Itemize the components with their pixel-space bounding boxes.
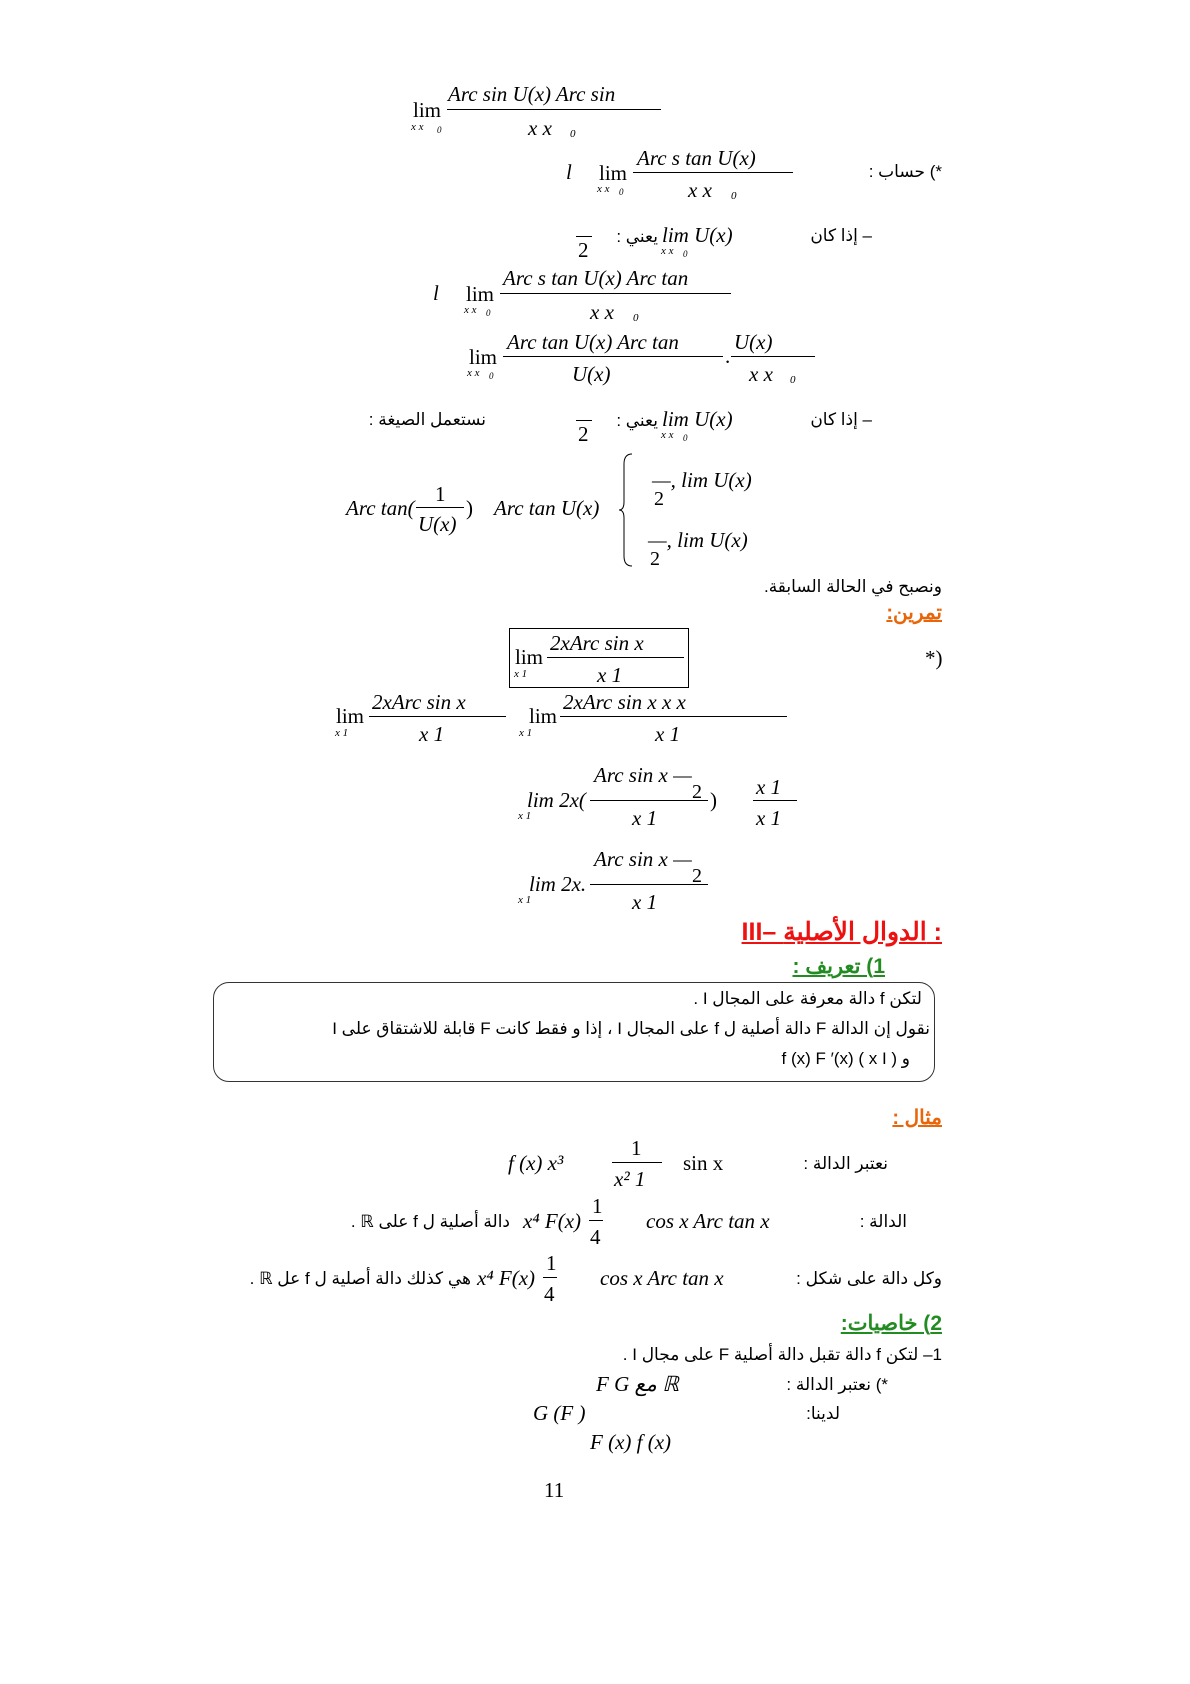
f3-lim: lim bbox=[469, 345, 498, 369]
f3-den1: U(x) bbox=[572, 362, 611, 386]
f2-den-sub: 0 bbox=[633, 312, 639, 324]
f4-case1: —, lim U(x) bbox=[652, 468, 752, 492]
e2-bar bbox=[369, 716, 506, 717]
definition-line-3: و f (x) F ′(x) ( x I ) bbox=[781, 1049, 910, 1068]
f3-sub: x x bbox=[467, 367, 480, 379]
example-l3-label: وكل دالة على شكل : bbox=[796, 1269, 942, 1288]
s1-sub0: 0 bbox=[619, 187, 624, 197]
f1-den-sub: 0 bbox=[570, 128, 576, 140]
property-3-math: G (F ) bbox=[533, 1401, 586, 1425]
example-l3-tail: هي كذلك دالة أصلية ل f عل ℝ . bbox=[249, 1269, 471, 1288]
e1-lim: lim bbox=[515, 645, 544, 669]
f2-fraction-bar bbox=[500, 293, 731, 294]
case1-if: – إذا كان bbox=[810, 226, 872, 245]
example-l2-label: الدالة : bbox=[859, 1212, 907, 1231]
case1-lim: lim U(x) bbox=[662, 223, 733, 247]
f2-sub: x x bbox=[464, 304, 477, 316]
case2-lim: lim U(x) bbox=[662, 407, 733, 431]
e2-den2: x 1 bbox=[655, 722, 681, 746]
f2-l: l bbox=[433, 281, 439, 305]
e4-bar bbox=[590, 884, 708, 885]
f2-numerator: Arc s tan U(x) Arc tan bbox=[503, 266, 689, 290]
exercise-title: تمرين: bbox=[886, 602, 942, 624]
s1-l: l bbox=[566, 160, 572, 184]
e3-close: ) bbox=[710, 788, 717, 812]
f3-num2: U(x) bbox=[734, 330, 773, 354]
f4-mid: Arc tan U(x) bbox=[494, 496, 600, 520]
f4-brace-icon bbox=[618, 452, 638, 568]
case1-den: 2 bbox=[578, 238, 589, 262]
s1-den-sub: 0 bbox=[731, 190, 737, 202]
example-title: مثال : bbox=[892, 1107, 942, 1129]
lim-1: lim bbox=[413, 98, 442, 122]
e2-lim2: lim bbox=[529, 704, 558, 728]
definition-line-2: نقول إن الدالة F دالة أصلية ل f على المجال I ، إذا و فقط كانت F قابلة للاشتقاق على I bbox=[332, 1019, 930, 1038]
e4-sub: x 1 bbox=[518, 894, 532, 906]
example-l1-tail: sin x bbox=[683, 1151, 724, 1175]
compute-label: *) حساب : bbox=[868, 162, 942, 181]
f3-sub0: 0 bbox=[489, 371, 494, 381]
case2-if: – إذا كان bbox=[810, 410, 872, 429]
property-3-label: لدينا: bbox=[806, 1404, 840, 1423]
f4-close: ) bbox=[466, 496, 473, 520]
e3-den: x 1 bbox=[632, 806, 658, 830]
f2-sub0: 0 bbox=[486, 308, 491, 318]
example-l3-den: 4 bbox=[544, 1282, 555, 1306]
f3-dot: . bbox=[725, 344, 731, 368]
f4-bar bbox=[416, 507, 464, 508]
f1-denominator: x x bbox=[528, 116, 552, 140]
e3-bar bbox=[590, 800, 708, 801]
s1-numerator: Arc s tan U(x) bbox=[637, 146, 756, 170]
example-l3-bar bbox=[543, 1277, 557, 1278]
e4-num: Arc sin x — bbox=[594, 847, 692, 871]
f3-den2: x x bbox=[749, 362, 773, 386]
f2-denominator: x x bbox=[590, 300, 614, 324]
e3-den2: x 1 bbox=[756, 806, 782, 830]
example-l2-den: 4 bbox=[590, 1225, 601, 1249]
f4-lhs: Arc tan( bbox=[346, 496, 415, 520]
example-l1-math: f (x) x³ bbox=[508, 1151, 564, 1175]
exercise-star: *) bbox=[925, 646, 943, 670]
case2-use-formula: نستعمل الصيغة : bbox=[368, 410, 486, 429]
f3-bar2 bbox=[731, 356, 815, 357]
e1-den: x 1 bbox=[597, 663, 623, 687]
f4-case1-den: 2 bbox=[654, 488, 664, 510]
property-2-math: F G مع ℝ bbox=[596, 1372, 679, 1396]
e2-num2: 2xArc sin x x x bbox=[563, 690, 686, 714]
e2-sub2: x 1 bbox=[519, 727, 533, 739]
case2-sub0: 0 bbox=[683, 433, 688, 443]
example-l1-den: x² 1 bbox=[614, 1167, 646, 1191]
e3-num: Arc sin x — bbox=[594, 763, 692, 787]
e2-sub: x 1 bbox=[335, 727, 349, 739]
example-l2-math-b: x⁴ F(x) bbox=[523, 1209, 582, 1233]
s1-denominator: x x bbox=[688, 178, 712, 202]
property-2-label: *) نعتبر الدالة : bbox=[786, 1375, 888, 1394]
example-l2-num: 1 bbox=[592, 1194, 603, 1218]
example-l3-math-b: x⁴ F(x) bbox=[477, 1266, 536, 1290]
e2-num: 2xArc sin x bbox=[372, 690, 466, 714]
e4-den: x 1 bbox=[632, 890, 658, 914]
definition-title: 1) تعريف : bbox=[792, 955, 885, 978]
f2-lim: lim bbox=[466, 282, 495, 306]
f4-num: 1 bbox=[435, 482, 446, 506]
e2-bar2 bbox=[560, 716, 787, 717]
e2-lim: lim bbox=[336, 704, 365, 728]
e1-sub: x 1 bbox=[514, 668, 528, 680]
f3-den2-sub: 0 bbox=[790, 374, 796, 386]
f3-bar1 bbox=[503, 356, 723, 357]
properties-title: 2) خاصيات: bbox=[840, 1312, 942, 1335]
case1-frac-bar bbox=[576, 236, 592, 237]
s1-fraction-bar bbox=[633, 172, 793, 173]
case1-sub: x x bbox=[661, 245, 674, 257]
case2-sub: x x bbox=[661, 429, 674, 441]
property-1: 1– لتكن f دالة تقبل دالة أصلية F على مجال I . bbox=[622, 1345, 942, 1364]
property-4-math: F (x) f (x) bbox=[590, 1430, 672, 1454]
e4-den-top: 2 bbox=[692, 865, 702, 887]
case2-means: يعني : bbox=[616, 411, 658, 430]
e2-den: x 1 bbox=[419, 722, 445, 746]
case2-den: 2 bbox=[578, 422, 589, 446]
e1-bar bbox=[547, 657, 684, 658]
e3-lim: lim 2x( bbox=[527, 788, 586, 812]
note-previous-case: ونصبح في الحالة السابقة. bbox=[763, 577, 942, 596]
e3-bar2 bbox=[753, 800, 797, 801]
s1-lim: lim bbox=[599, 161, 628, 185]
f4-case2-den: 2 bbox=[650, 548, 660, 570]
lim-1-sub0: 0 bbox=[437, 125, 442, 135]
f4-den: U(x) bbox=[418, 512, 457, 536]
example-l3-num: 1 bbox=[546, 1251, 557, 1275]
e3-sub: x 1 bbox=[518, 810, 532, 822]
lim-1-sub: x x bbox=[411, 121, 424, 133]
definition-line-1: لتكن f دالة معرفة على المجال I . bbox=[693, 989, 922, 1008]
section-3-title: III– الدوال الأصلية : bbox=[741, 918, 942, 946]
example-l2-bar bbox=[589, 1220, 603, 1221]
example-l1-label: نعتبر الدالة : bbox=[803, 1154, 888, 1173]
example-l3-math-a: cos x Arc tan x bbox=[600, 1266, 724, 1290]
case1-sub0: 0 bbox=[683, 249, 688, 259]
e3-den-top: 2 bbox=[692, 781, 702, 803]
example-l2-tail: دالة أصلية ل f على ℝ . bbox=[350, 1212, 510, 1231]
f3-num1: Arc tan U(x) Arc tan bbox=[507, 330, 679, 354]
e1-num: 2xArc sin x bbox=[550, 631, 644, 655]
f4-case2: —, lim U(x) bbox=[648, 528, 748, 552]
e3-num2: x 1 bbox=[756, 775, 782, 799]
f1-fraction-bar bbox=[447, 109, 661, 110]
example-l1-bar bbox=[612, 1162, 662, 1163]
s1-sub: x x bbox=[597, 183, 610, 195]
example-l2-math-a: cos x Arc tan x bbox=[646, 1209, 770, 1233]
example-l1-num: 1 bbox=[631, 1136, 642, 1160]
case2-frac-bar bbox=[576, 420, 592, 421]
page-number: 11 bbox=[544, 1478, 565, 1502]
f1-numerator: Arc sin U(x) Arc sin bbox=[448, 82, 616, 106]
e4-lim: lim 2x. bbox=[529, 872, 587, 896]
case1-means: يعني : bbox=[616, 227, 658, 246]
